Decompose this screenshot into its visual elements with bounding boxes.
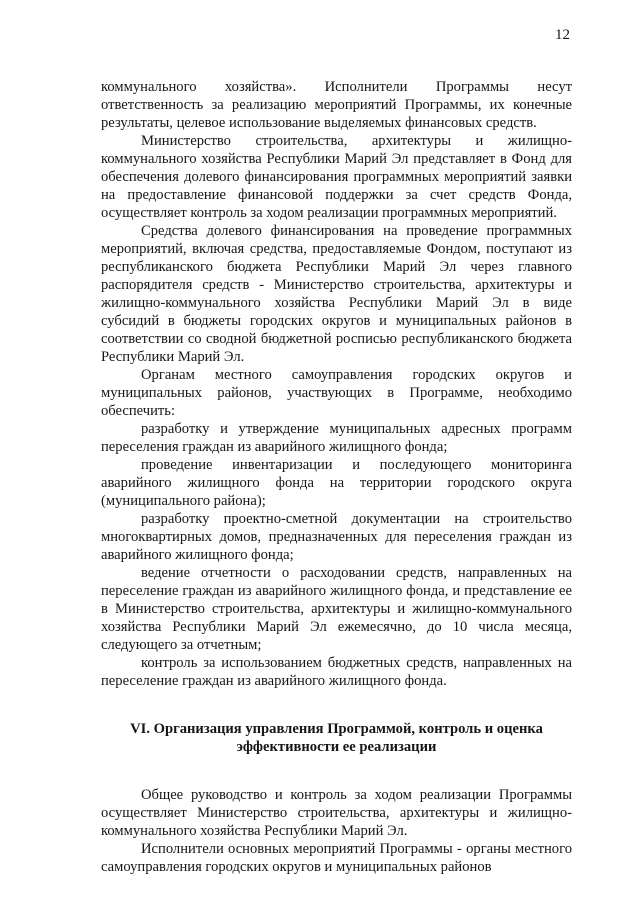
list-item-design-docs: разработку проектно-сметной документации на строительство многоквартирных домов, предназначенных для переселения граждан из аварийного жилищного фонда;: [101, 511, 572, 563]
list-item-reporting: ведение отчетности о расходовании средств, направленных на переселение граждан из аварийного жилищного фонда, и представление ее в Министерство строительства, архитектуры и жилищно-коммунального хозяйства Республики Марий Эл ежемесячно, до 10 числа месяца, следующего за отчетным;: [101, 565, 572, 653]
list-item-budget-control: контроль за использованием бюджетных средств, направленных на переселение граждан из аварийного жилищного фонда.: [101, 655, 572, 689]
page-number: 12: [555, 27, 570, 43]
list-item-programs: разработку и утверждение муниципальных адресных программ переселения граждан из аварийного жилищного фонда;: [101, 421, 572, 455]
section-spacer: [101, 756, 572, 786]
section-heading-line1: VI. Организация управления Программой, контроль и оценка: [130, 721, 543, 737]
list-item-inventory: проведение инвентаризации и последующего мониторинга аварийного жилищного фонда на территории городского округа (муниципального района);: [101, 457, 572, 509]
paragraph-continuation: коммунального хозяйства». Исполнители Программы несут ответственность за реализацию мероприятий Программы, их конечные результаты, целевое использование выделяемых финансовых средств.: [101, 79, 572, 131]
paragraph-funding: Средства долевого финансирования на проведение программных мероприятий, включая средства, предоставляемые Фондом, поступают из республиканского бюджета Республики Марий Эл через главного распорядителя средств - Министерство строительства, архитектуры и жилищно-коммунального хозяйства Республики Марий Эл в виде субсидий в бюджеты городских округов и муниципальных районов в соответствии со сводной бюджетной росписью республиканского бюджета Республики Марий Эл.: [101, 223, 572, 365]
section-heading: [101, 720, 572, 756]
paragraph-executors: Исполнители основных мероприятий Программы - органы местного самоуправления городских округов и муниципальных районов: [101, 841, 572, 875]
paragraph-general-management: Общее руководство и контроль за ходом реализации Программы осуществляет Министерство строительства, архитектуры и жилищно-коммунального хозяйства Республики Марий Эл.: [101, 787, 572, 839]
section-heading-line2: эффективности ее реализации: [236, 739, 437, 755]
paragraph-ministry-role: Министерство строительства, архитектуры и жилищно-коммунального хозяйства Республики Марий Эл представляет в Фонд для обеспечения долевого финансирования программных мероприятий заявки на предоставление финансовой поддержки за счет средств Фонда, осуществляет контроль за ходом реализации программных мероприятий.: [101, 133, 572, 221]
document-body: [101, 78, 572, 876]
paragraph-local-authorities: Органам местного самоуправления городских округов и муниципальных районов, участвующих в Программе, необходимо обеспечить:: [101, 367, 572, 419]
